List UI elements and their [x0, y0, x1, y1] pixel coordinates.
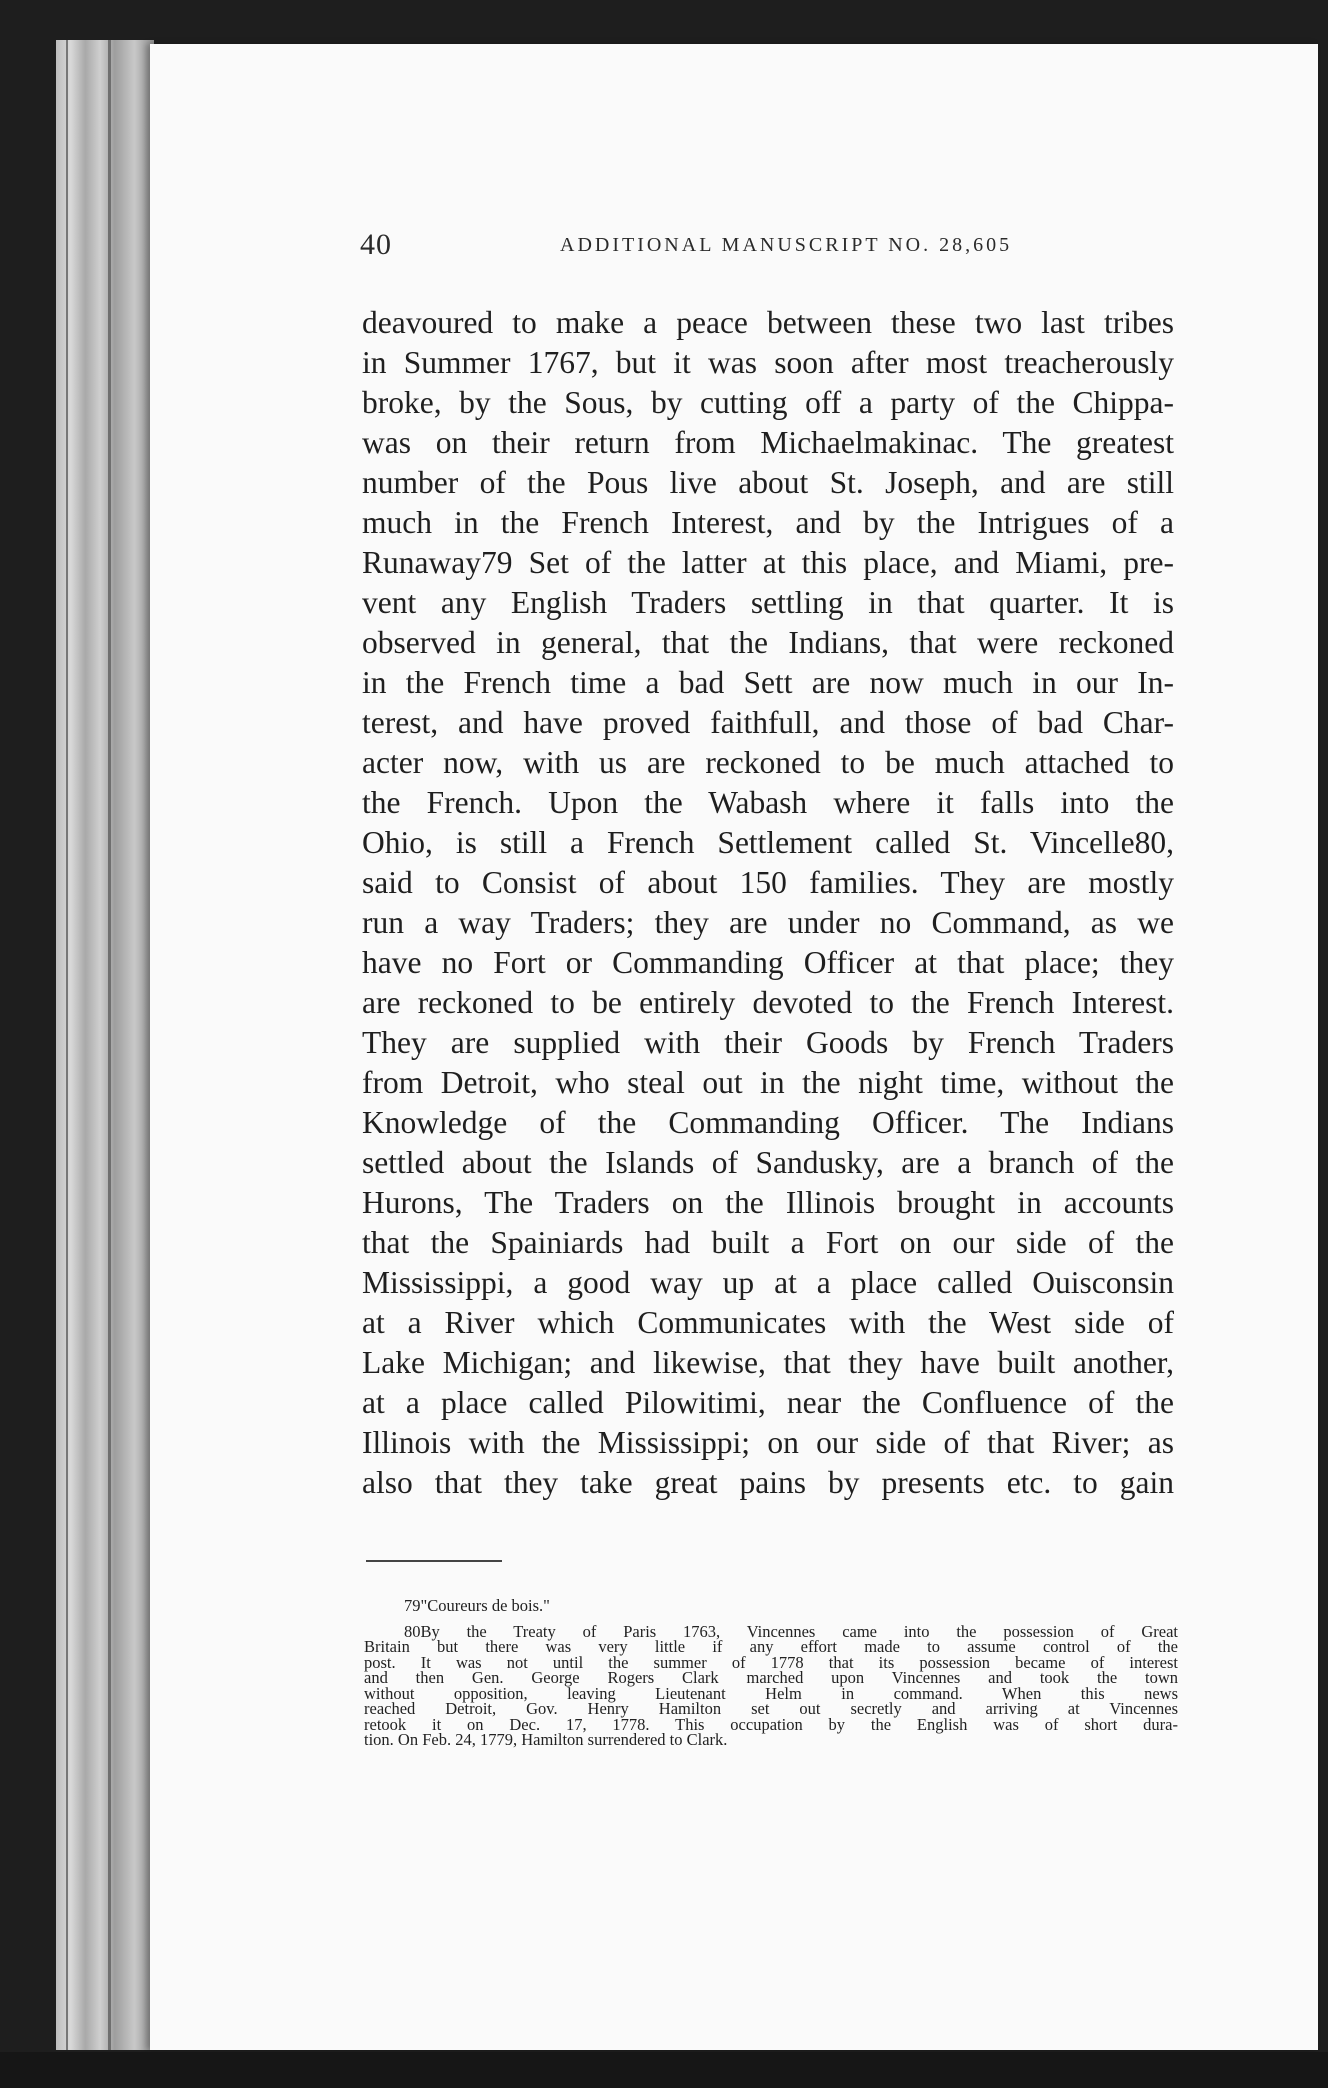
text-line: at a River which Communicates with the West side of: [362, 1305, 1174, 1340]
text-line: much in the French Interest, and by the Intrigues of a: [362, 505, 1174, 540]
text-line: Knowledge of the Commanding Officer. The Indians: [362, 1105, 1174, 1140]
text-line: broke, by the Sous, by cutting off a party of the Chippa-: [362, 385, 1174, 420]
text-line: from Detroit, who steal out in the night time, without the: [362, 1065, 1174, 1100]
text-line: settled about the Islands of Sandusky, are a branch of the: [362, 1145, 1174, 1180]
text-line: at a place called Pilowitimi, near the Confluence of the: [362, 1385, 1174, 1420]
text-line: Ohio, is still a French Settlement called St. Vincelle80,: [362, 825, 1174, 860]
text-line: Runaway79 Set of the latter at this place, and Miami, pre-: [362, 545, 1174, 580]
text-line: was on their return from Michaelmakinac. The greatest: [362, 425, 1174, 460]
footnote-80-line: post. It was not until the summer of 1778 that its possession became of interest: [364, 1652, 1178, 1672]
footnote-80-line: 80By the Treaty of Paris 1763, Vincennes came into the possession of Great: [404, 1621, 1178, 1641]
footnote-80-line: and then Gen. George Rogers Clark marched upon Vincennes and took the town: [364, 1668, 1178, 1687]
text-line: terest, and have proved faithfull, and those of bad Char-: [362, 705, 1174, 740]
text-line: also that they take great pains by presents etc. to gain: [362, 1465, 1174, 1500]
footnote-80-line: without opposition, leaving Lieutenant Helm in command. When this news: [364, 1683, 1178, 1703]
text-line: have no Fort or Commanding Officer at that place; they: [362, 945, 1174, 980]
body-text: [362, 303, 1174, 1503]
text-line: said to Consist of about 150 families. They are mostly: [362, 865, 1174, 900]
text-line: deavoured to make a peace between these two last tribes: [362, 305, 1174, 340]
text-line: They are supplied with their Goods by French Traders: [362, 1025, 1174, 1060]
footnote-divider: [366, 1560, 502, 1562]
text-line: observed in general, that the Indians, that were reckoned: [362, 625, 1174, 660]
footnote-79: 79"Coureurs de bois.": [404, 1596, 550, 1615]
scan-border: [0, 2052, 1328, 2088]
running-head: ADDITIONAL MANUSCRIPT NO. 28,605: [560, 234, 1013, 256]
text-line: Mississippi, a good way up at a place called Ouisconsin: [362, 1265, 1174, 1300]
text-line: that the Spainiards had built a Fort on our side of the: [362, 1225, 1174, 1260]
text-line: Illinois with the Mississippi; on our side of that River; as: [362, 1425, 1174, 1460]
text-line: in Summer 1767, but it was soon after most treacherously: [362, 345, 1174, 380]
footnote-80-line: Britain but there was very little if any effort made to assume control of the: [364, 1637, 1178, 1656]
text-line: Lake Michigan; and likewise, that they have built another,: [362, 1345, 1174, 1380]
book-page-edges: [56, 40, 154, 2050]
page-number: 40: [360, 228, 392, 261]
text-line: vent any English Traders settling in that quarter. It is: [362, 585, 1174, 620]
text-line: run a way Traders; they are under no Command, as we: [362, 905, 1174, 940]
footnote-80-line: tion. On Feb. 24, 1779, Hamilton surrendered to Clark.: [364, 1730, 728, 1749]
text-line: in the French time a bad Sett are now much in our In-: [362, 665, 1174, 700]
page-header: [360, 228, 1180, 268]
footnote-80-line: reached Detroit, Gov. Henry Hamilton set out secretly and arriving at Vincennes: [364, 1699, 1178, 1718]
text-line: are reckoned to be entirely devoted to the French Interest.: [362, 985, 1174, 1020]
footnotes: [364, 1598, 1178, 1748]
text-line: number of the Pous live about St. Joseph, and are still: [362, 465, 1174, 500]
text-line: the French. Upon the Wabash where it falls into the: [362, 785, 1174, 820]
text-line: acter now, with us are reckoned to be much attached to: [362, 745, 1174, 780]
footnote-80-line: retook it on Dec. 17, 1778. This occupation by the English was of short dura-: [364, 1714, 1178, 1734]
text-line: Hurons, The Traders on the Illinois brought in accounts: [362, 1185, 1174, 1220]
